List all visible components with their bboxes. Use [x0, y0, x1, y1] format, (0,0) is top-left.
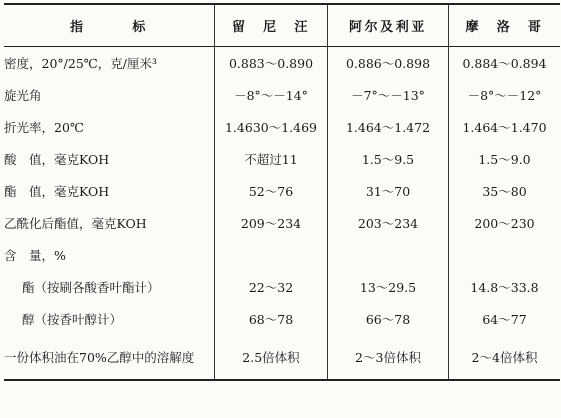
- row-label-ester-value: 酯 值，毫克KOH: [4, 183, 110, 199]
- table-row: [4, 239, 560, 271]
- cell-value: 不超过11: [215, 143, 328, 175]
- cell-value: 66～78: [328, 303, 449, 335]
- cell-value: 1.4630～1.469: [215, 111, 328, 143]
- cell-value: 2.5倍体积: [215, 335, 328, 380]
- cell-value: －8°～－14°: [215, 79, 328, 111]
- table-row: [4, 207, 560, 239]
- table-row: [4, 271, 560, 303]
- cell-value: [449, 239, 561, 271]
- cell-value: [215, 239, 328, 271]
- cell-value: 209～234: [215, 207, 328, 239]
- cell-value: 1.5～9.5: [328, 143, 449, 175]
- cell-value: 200～230: [449, 207, 561, 239]
- row-label-alcohols: 醇（按香叶醇计）: [22, 311, 123, 327]
- row-label-refractive-index: 折光率，20℃: [4, 119, 84, 135]
- row-label-density: 密度，20°/25℃，克/厘米³: [4, 55, 157, 71]
- specification-table: [4, 3, 560, 381]
- cell-value: 0.884～0.894: [449, 47, 561, 79]
- table-header-row: [4, 4, 560, 47]
- table-row: [4, 79, 560, 111]
- cell-value: －8°～－12°: [449, 79, 561, 111]
- header-reunion: 留 尼 汪: [215, 4, 328, 47]
- row-label-optical-rotation: 旋光角: [4, 87, 42, 103]
- cell-value: 1.464～1.472: [328, 111, 449, 143]
- header-morocco: 摩 洛 哥: [449, 4, 561, 47]
- header-indicator: 指 标: [69, 20, 148, 35]
- row-label-esters: 酯（按刷各酸香叶酯计）: [22, 279, 160, 295]
- cell-value: 0.886～0.898: [328, 47, 449, 79]
- cell-value: －7°～－13°: [328, 79, 449, 111]
- cell-value: 2～3倍体积: [328, 335, 449, 380]
- cell-value: 1.5～9.0: [449, 143, 561, 175]
- cell-value: [328, 239, 449, 271]
- cell-value: 2～4倍体积: [449, 335, 561, 380]
- table-row: [4, 303, 560, 335]
- cell-value: 31～70: [328, 175, 449, 207]
- cell-value: 0.883～0.890: [215, 47, 328, 79]
- row-label-ester-after-acetylation: 乙酰化后酯值，毫克KOH: [4, 215, 147, 231]
- cell-value: 14.8～33.8: [449, 271, 561, 303]
- cell-value: 22～32: [215, 271, 328, 303]
- table-row: [4, 175, 560, 207]
- row-label-solubility: 一份体积油在70%乙醇中的溶解度: [4, 350, 195, 365]
- cell-value: 52～76: [215, 175, 328, 207]
- cell-value: 64～77: [449, 303, 561, 335]
- row-label-acid-value: 酸 值，毫克KOH: [4, 151, 110, 167]
- cell-value: 13～29.5: [328, 271, 449, 303]
- row-label-content: 含 量，%: [4, 247, 66, 263]
- table-row: [4, 111, 560, 143]
- cell-value: 68～78: [215, 303, 328, 335]
- table-row: [4, 335, 560, 380]
- cell-value: 35～80: [449, 175, 561, 207]
- table-row: [4, 143, 560, 175]
- header-algeria: 阿尔及利亚: [328, 4, 449, 47]
- table-row: [4, 47, 560, 79]
- cell-value: 1.464～1.470: [449, 111, 561, 143]
- cell-value: 203～234: [328, 207, 449, 239]
